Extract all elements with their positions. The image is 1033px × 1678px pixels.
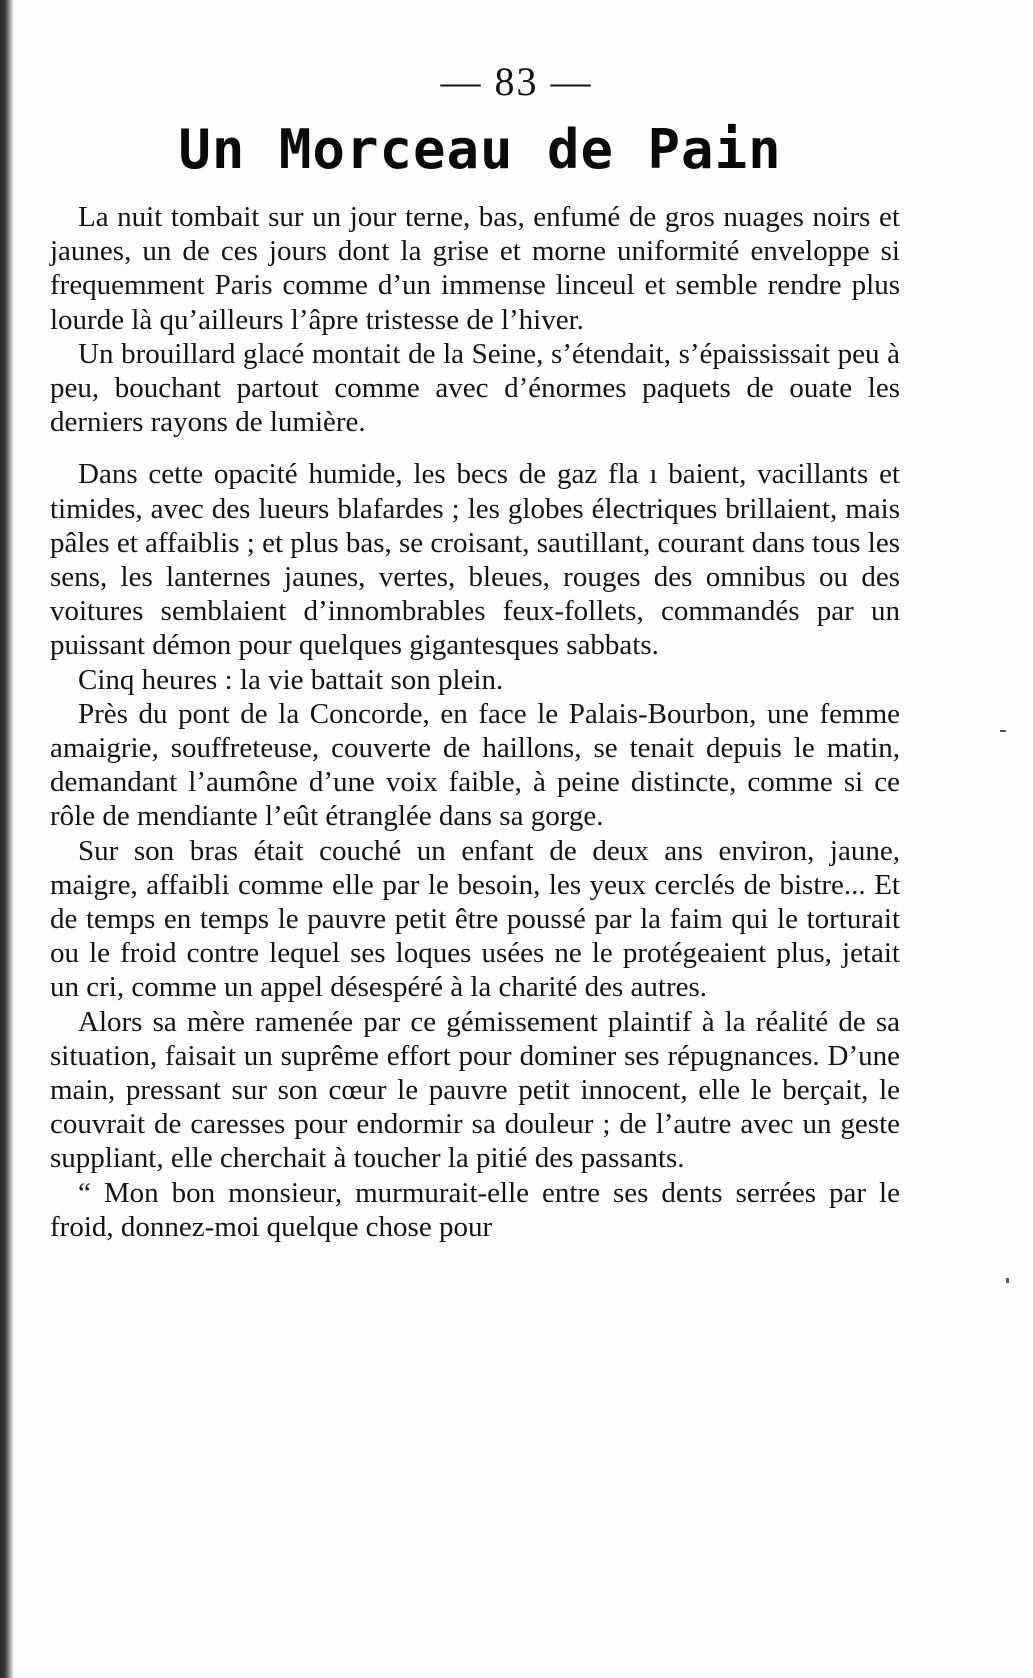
paragraph: Un brouillard glacé montait de la Seine, s’étendait, s’épaississait peu à peu, bouchant partout comme avec d’énormes paquets de ouate les derniers rayons de lumière. <box>50 337 900 439</box>
paragraph: Alors sa mère ramenée par ce gémissement plaintif à la réalité de sa situation, faisait un suprême effort pour dominer ses répugnances. D’une main, pressant sur son cœur le pauvre petit innocent, elle le berçait, le couvrait de caresses pour endormir sa douleur ; de l’autre avec un geste suppliant, elle cherchait à toucher la pitié des passants. <box>50 1005 900 1175</box>
paragraph: Près du pont de la Concorde, en face le Palais-Bourbon, une femme amaigrie, souffreteuse, couverte de haillons, se tenait depuis le matin, demandant l’aumône d’une voix faible, à peine distincte, comme si ce rôle de mendiante l’eût étranglée dans sa gorge. <box>50 697 900 833</box>
ink-speck <box>1000 730 1006 732</box>
paragraph: “ Mon bon monsieur, murmurait-elle entre ses dents serrées par le froid, donnez-moi quelque chose pour <box>50 1176 900 1243</box>
page-binding-edge <box>0 0 14 1678</box>
chapter-title: Un Morceau de Pain <box>178 118 782 181</box>
paragraph: Dans cette opacité humide, les becs de gaz fla ı baient, vacillants et timides, avec des lueurs blafardes ; les globes électriques brillaient, mais pâles et affaiblis ; et plus bas, se croisant, sautillant, courant dans tous les sens, les lanternes jaunes, vertes, bleues, rouges des omnibus ou des voitures semblaient d’innombrables feux-follets, commandés par un puissant démon pour quelques gigantesques sabbats. <box>50 458 900 662</box>
ink-speck <box>1006 1278 1009 1283</box>
page-number: — 83 — <box>440 59 593 104</box>
paragraph: Cinq heures : la vie battait son plein. <box>78 663 504 696</box>
paragraph: La nuit tombait sur un jour terne, bas, enfumé de gros nuages noirs et jaunes, un de ces jours dont la grise et morne uniformité enveloppe si frequemment Paris comme d’un immense linceul et semble rendre plus lourde là qu’ailleurs l’âpre tristesse de l’hiver. <box>50 201 900 336</box>
body-text <box>50 200 900 1244</box>
paragraph: Sur son bras était couché un enfant de deux ans environ, jaune, maigre, affaibli comme elle par le besoin, les yeux cerclés de bistre... Et de temps en temps le pauvre petit être poussé par la faim qui le torturait ou le froid contre lequel ses loques usées ne le protégeaient plus, jetait un cri, comme un appel désespéré à la charité des autres. <box>50 834 900 1004</box>
